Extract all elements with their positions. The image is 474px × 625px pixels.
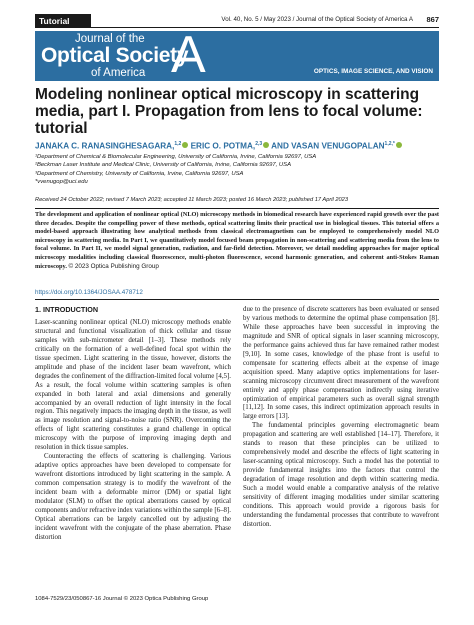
article-type-tag: Tutorial bbox=[35, 14, 91, 28]
doi-link[interactable]: https://doi.org/10.1364/JOSAA.478712 bbox=[35, 289, 143, 296]
author-name: JANAKA C. RANASINGHESAGARA, bbox=[35, 141, 175, 151]
section-heading: 1. INTRODUCTION bbox=[35, 305, 99, 314]
journal-tagline: OPTICS, IMAGE SCIENCE, AND VISION bbox=[313, 68, 433, 75]
orcid-icon[interactable] bbox=[396, 142, 402, 148]
volume-info: Vol. 40, No. 5 / May 2023 / Journal of the Optical Society of America A bbox=[221, 16, 413, 23]
body-paragraph: due to the presence of discrete scatterers has been evaluated or sensed by various methods to determine the optimal phase compensation [8]. While these approaches have been successful in improving the magnitude and SNR of optical signals in laser scanning microscopy, the performance gains achieved thus far have remained rather modest [9,10]. In some cases, knowledge of the phase front is useful to compensate for scattering effects albeit at the expense of image acquisition speed. Many adaptive optics implementations for laser-scanning microscopy circumvent direct measurement of the wavefront entirely and apply phase compensation indirectly using iterative optimization of empirical parameters such as overall signal strength [11,12]. In some cases, this indirect optimization approach results in large errors [13]. bbox=[243, 306, 439, 421]
author-name: AND VASAN VENUGOPALAN bbox=[271, 141, 385, 151]
abstract-top-rule bbox=[35, 208, 439, 209]
affiliation-line: ²Beckman Laser Institute and Medical Clinic, University of California, Irvine, California 92697, USA bbox=[35, 162, 292, 169]
page-number: 867 bbox=[426, 15, 439, 24]
body-paragraph: Laser-scanning nonlinear optical (NLO) microscopy methods enable structural and functional visualization of thick cellular and tissue samples with sub-micrometer detail [1–3]. These methods rely critically on the formation of a well-defined focal spot within the tissue specimen. Light scattering in the tissue, however, distorts the amplitude and phase of the incident laser beam wavefront, which degrades the confinement of the diffraction-limited focal volume [4,5]. As a result, the focal volume within scattering samples is often expanded in both lateral and axial dimensions and generally accompanied by an overall reduction of light intensity in the focal region. This negatively impacts the imaging depth in the tissue, as well as image resolution and signal-to-noise ratio (SNR). Overcoming the effects of light scattering constitutes a grand challenge in optical microscopy with the purpose of improving imaging depth and resolution in thick tissue samples. bbox=[35, 318, 231, 452]
abstract-bottom-rule bbox=[35, 299, 439, 300]
abstract-copyright: © 2023 Optica Publishing Group bbox=[68, 262, 159, 270]
journal-name-line1: Journal of the bbox=[75, 33, 145, 45]
journal-section-letter: A bbox=[171, 31, 206, 81]
abstract bbox=[35, 211, 439, 271]
left-column bbox=[35, 306, 231, 543]
author-affiliation-mark: 1,2 bbox=[174, 141, 182, 147]
author-affiliation-mark: 2,3 bbox=[255, 141, 263, 147]
affiliation-line: ³Department of Chemistry, University of California, Irvine, California 92697, USA bbox=[35, 170, 244, 177]
orcid-icon[interactable] bbox=[263, 142, 269, 148]
author-name: ERIC O. POTMA, bbox=[190, 141, 256, 151]
orcid-icon[interactable] bbox=[182, 142, 188, 148]
abstract-text: The development and application of nonlinear optical (NLO) microscopy methods in biomedical research have experienced rapid growth over the past three decades. Despite the compelling power of these methods, optical scattering limits their practical use in biological tissues. This tutorial offers a model-based approach illustrating how analytical methods from classical electromagnetism can be employed to comprehensively model NLO microscopy in scattering media. In Part I, we quantitatively model focused beam propagation in non-scattering and scattering media from the lens to focal volume. In Part II, we model signal generation, radiation, and far-field detection. Moreover, we detail modeling approaches for major optical microscopy modalities including classical fluorescence, multi-photon fluorescence, second harmonic generation, and coherent anti-Stokes Raman microscopy. bbox=[35, 211, 439, 270]
affiliation-line: ¹Department of Chemical & Biomolecular Engineering, University of California, Irvine, California 92697, USA bbox=[35, 154, 317, 160]
journal-name-line2: Optical Society bbox=[41, 44, 189, 67]
author-list bbox=[35, 141, 439, 151]
body-paragraph: Counteracting the effects of scattering is challenging. Various adaptive optics approaches have been developed to compensate for wavefront distortions introduced by light scattering in the sample. A common compensation strategy is to modify the wavefront of the incident beam with a deformable mirror (DM) or spatial light modulator (SLM) to offset the optical aberrations caused by optical components and/or refractive index variations within the sample [6–8]. Optical aberrations can be largely cancelled out by adjusting the incident wavefront with the conjugate of the phase aberration. Phase distortion bbox=[35, 453, 231, 541]
publication-dates: Received 24 October 2022; revised 7 March 2023; accepted 11 March 2023; posted 16 March 2023; published 17 April 2023 bbox=[35, 197, 349, 203]
author-affiliation-mark: 1,2,* bbox=[384, 141, 395, 147]
header-rule bbox=[91, 27, 439, 28]
journal-name-line3: of America bbox=[91, 67, 146, 79]
page-footer: 1084-7529/23/050867-16 Journal © 2023 Optica Publishing Group bbox=[35, 596, 209, 602]
body-paragraph: The fundamental principles governing electromagnetic beam propagation and scattering are well established [14–17]. Therefore, it stands to reason that these principles can be utilized to comprehensively model and describe the effects of light scattering in laser-scanning optical microscopy. Such a model has the potential to provide fundamental insights into the factors that control the degradation of image resolution and depth within scattering media. Such a model would enable a comparative analysis of the relative sensitivity of different imaging modalities under similar scattering conditions. This approach would provide a rigorous basis for understanding the fundamental processes that contribute to wavefront distortion. bbox=[243, 422, 439, 528]
page-header bbox=[35, 14, 439, 28]
article-title: Modeling nonlinear optical microscopy in scattering media, part I. Propagation from lens to focal volume: tutorial bbox=[35, 86, 423, 137]
right-column bbox=[243, 306, 439, 530]
corresponding-email[interactable]: *vvenugop@uci.edu bbox=[35, 179, 88, 186]
journal-banner bbox=[35, 31, 439, 81]
affiliations bbox=[35, 153, 439, 187]
